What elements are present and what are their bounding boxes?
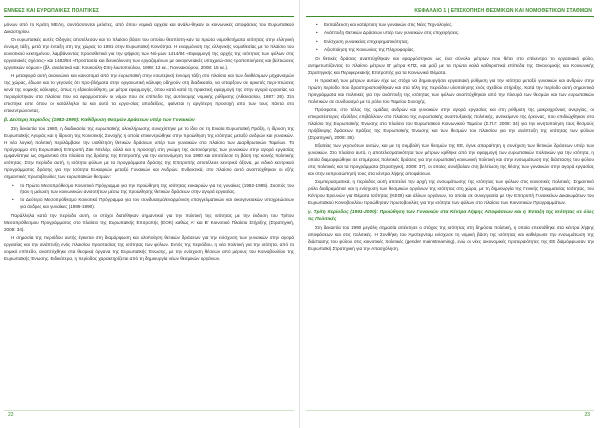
paragraph: μόνων από το Κράτη ΜΕΛη, συντάσσονται μελέτες, από όπου νομικά αρχεία και ανάλυ-θηκαν οι κοινωνικές αποφάσεις του Ευρωπαϊκού Δικαστηρίου.: [4, 22, 294, 34]
paragraph: Συμπερασματικά, η περίοδος αυτή αποτελεί την αρχή της ενσωμάτωσης της ισότητας των φύλων στις κοινοτικές πολιτικές. Σημαντικό ρόλο διαδραμάτισε και η ενίσχυση των θεσμικών οργάνων της ισότητας στη χώρα, με τη δημιουργία της Γενικής Γραμματείας Ισότητας, του Κέντρου Ερευνών για Θέματα Ισότητας (ΚΕΘΙ) και άλλων οργάνων, τα οποία σε συνεργασία με την Επιτροπή Γυναικείων Δικαιωμάτων του Ευρωπαϊκού Κοινοβουλίου προώθησαν πρωτοβουλίες για την ισότητα των φύλων στο πλαίσιο των Κοινοτικών Προγραμμάτων.: [308, 179, 594, 205]
left-body-text: [4, 22, 294, 265]
list-item-text: Αξιοποίηση της Κοινωνίας της Πληροφορίας.: [324, 46, 415, 52]
bullet-icon: •: [316, 46, 318, 52]
paragraph: Η πρακτική των μέτρων αυτών είχε ως στόχο να δημιουργήσει εργασιακή ρύθμιση για την ισότητα μεταξύ γυναικών και ανδρών στην πρώτη περίοδο που δραστηριοποιήθηκαν και στα τέλη της περιόδου υλοποίησης ενός σχεδίου στήριξης. Κατά την περίοδο αυτή σημαντικά προγράμματα και πολιτικές για την ανάπτυξη της ισότητας των φύλων αναπτύχθηκαν από την πλευρά των θεσμών και των ευρωπαϊκών πολιτικών σε συνδυασμό με το ρόλο του Ταμείου Συνοχής.: [308, 78, 594, 104]
bullet-list: [316, 22, 594, 54]
section-heading-beta: β. Δεύτερη περίοδος (1982-1990): Καθίδρυση Θεσμών Δράσεων υπέρ των Γυναικών: [4, 117, 195, 123]
paragraph: Εξαιτίας των γεγονότων αυτών, και με τη συμβολή των θεσμών της ΕΕ, έγινε απαραίτητη η συνέχιση των θετικών δράσεων υπέρ των γυναικών. Στο πλαίσιο αυτό, η αποτελεσματικότητα των μέτρων κρίθηκε από την εφαρμογή των ευρωπαϊκών πολιτικών για την ισότητα, η οποία διαμορφώθηκε σε επιμέρους πολιτικές δράσεις για την ευρωπαϊκή κοινωνική πολιτική και στην ενσωμάτωση της διάστασης του φύλου στις πολιτικές και τα προγράμματα (Στρατηγική, 2008: 37), οι οποίες συνέβαλαν στη βελτίωση της θέσης των γυναικών στην αγορά εργασίας και στην εκπροσώπησή τους στα κέντρα λήψης αποφάσεων.: [308, 143, 594, 176]
list-item-text: το Πρώτο Μεσοπρόθεσμο Κοινοτικό Πρόγραμμα για την προώθηση της ισότητας ευκαιριών για τις γυναίκες (1982-1985). Σκοπός του ήταν η μείωση των κοινωνικών ανισοτήτων μέσω της προώθησης θετικών δράσεων στην αγορά εργασίας.: [20, 182, 294, 195]
paragraph: Πρόσφατα, στο τέλος της ομάδας ανδρών και γυναικών στην αγορά εργασίας και στη ρύθμιση της μακροχρόνιας ανεργίας, οι επικρατέστερες εξελίξεις επιβάλλουν στο πλαίσιο της ευρωπαϊκής αναπτυξιακής πολιτικής, αντικείμενο της έρευνας, που επιδιώχθηκαν στο πλαίσιο της Ευρωπαϊκής Ένωσης στο πλαίσιο του Ευρωπαϊκού Κοινωνικού Ταμείου (Σ.Π.Γ. 2008: 34) για την κινητοποίηση τους θεσμούς πρόβλεψης δράσεων πράξεις της Ευρωπαϊκής Ένωσης και των θεσμών του πλαισίου για την ανάπτυξη της ισότητας των φύλων (Στρατηγική, 2008: 36).: [308, 107, 594, 140]
bullet-icon: •: [316, 22, 318, 27]
right-page: [300, 0, 600, 428]
section-heading-gamma: γ. Τρίτη περίοδος (1991-2000): Προώθηση των Γυναικών στα Κέντρα Λήψης Αποφάσεων και η Ένταξη της Ισότητας σε όλες τις Πολιτικές: [308, 209, 594, 222]
footer-rule-right: [306, 410, 594, 411]
bullet-icon: •: [12, 197, 14, 203]
bullet-icon: •: [316, 30, 318, 36]
list-item: [316, 39, 594, 46]
running-head-right: ΚΕΦΑΛΑΙΟ 1 | ΕΠΙΣΚΟΠΗΣΗ ΘΕΣΜΙΚΩΝ ΚΑΙ ΝΟΜΟΘΕΤΙΚΩΝ ΣΤΑΘΜΩΝ: [414, 8, 592, 14]
paragraph: Παράλληλα κατά την περίοδο αυτή, οι στόχοι διατέθηκαν σημαντικοί για την πολιτική της ισότητας με την έκδοση του Τρίτου Μεσοπρόθεσμου Προγράμματος στο πλαίσιο της Ευρωπαϊκής Επιτροπής (ΕΟΚ) καθώς Α' και Β' Κοινοτικό Πλαίσιο Στήριξης (Στρατηγική, 2008: 34).: [4, 213, 294, 232]
list-item: [316, 30, 594, 37]
bullet-list: [12, 183, 294, 212]
list-item: [316, 47, 594, 54]
list-item-text: Ανάπτυξη Θετικών Δράσεων υπέρ των γυναικών στις επιχειρήσεις.: [324, 30, 460, 36]
list-item: [12, 197, 294, 211]
paragraph: Η μεταφορά αυτή ανανεώνει και καινοτομεί από την ευρωπαϊκή στην εσωτερική έννομη τάξη στο πλαίσιο και των διαθέσιμων μηχανισμών της χώρας, έδωσε και το γεγονός ότι προ-βλήματα στην οργανωτική κάλυψη οδηγούν στη διαδικασία, να υπαρξουν σε αρκετές περι-πτώσεις κενά της νομικής κάλυψης, όπως η εξακολούθηση, με μέτρα εφαρμογής, όπου κατά κατά τη πρακτική εφαρμογή της στην αγορά εργασίας να περιορίστηκαν στα πλαίσια που να εφαρμοστούν οι νόμοι που σε επίπεδο της αυτόνομης νομικής ρύθμισης (Αθανασίου, 1987: 26). Στο επιστηκε ειπε όπου οι κατάλληλοι τα και αυτό τα εργα-σίας αποδείξεις, φαίνεται η αργότερη προσοχή απο των τους πάντα στο επικεντρώνοντας.: [4, 73, 294, 113]
footer-rule-left: [4, 410, 294, 411]
header-rule-right: [306, 16, 594, 17]
paragraph: Η σημασία της περιόδου αυτής έγκειται στη διαμόρφωση και υλοποίηση θετικών δράσεων για την ενίσχυση των γυναικών στην αγορά εργασίας και την ανάπτυξη ενός πλαισίου προστασίας της ισότητας των φύλων. Εντός της περιόδου, η νέα πολιτική για την ισότητα, από το νομικό επίπεδο, αναπτύχθηκε στα θεσμικά όργανα της Ευρωπαϊκής Ένωσης, με την ενίσχυση θέσεων από μέρους του Κοινοβουλίου της Ευρωπαϊκής Ένωσης. Ειδικότερα, η περίοδος χαρακτηρίζεται από τη δημιουργία νέων θεσμικών οργάνων.: [4, 235, 294, 262]
paragraph: Στη δεκαετία του 1990 μεγάλη σημασία απέκτησε ο στόχος της ισότητας στη δημόσια πολιτική, η οποία επεκτάθηκε στα κέντρα λήψης αποφάσεων και στις πολιτικές. Η Συνθήκη του Άμστερνταμ ενίσχυσε τη νομική βάση της ισότητας και καθιέρωσε την ενσωμάτωση της διάστασης του φύλου στις κοινοτικές πολιτικές (gender mainstreaming), ενώ οι νέες οικονομικές προτεραιότητες της ΕΕ διαμόρφωσαν την Ευρωπαϊκή Στρατηγική για την Απασχόληση.: [308, 224, 594, 251]
right-body-text: [308, 22, 594, 254]
list-item: [316, 22, 594, 29]
page-number-right: 23: [584, 412, 590, 418]
list-item-text: το Δεύτερο Μεσοπρόθεσμο Κοινοτικό Πρόγραμμα για τον συνδυασμό/εναρμόνιση επαγγελματικών και οικογενειακών υποχρεώσεων για άνδρες και γυναίκες (1986-1990).: [20, 197, 294, 210]
paragraph: Στη δεκαετία του 1980, η διαδικασία της ευρωπαϊκής ολοκλήρωσης συνεχίστηκε με το ίδιο σε τη Ενιαία Ευρωπαϊκή Πράξη, η ίδρυση της Ευρωπαϊκής Αγοράς και η ίδρυση της Κοινοτικής Συνοχής η οποία επικεντρώθηκε στην προώθηση της ισότητας μεταξύ ανδρών και γυναικών. Η νέα λογική πολιτική περιλάμβανε την υιοθέτηση θετικών δράσεων υπέρ των γυναικών στο πλαίσιο των Διαρθρωτικών Ταμείων. Το πρόγραμμα στη Ευρωπαϊκή Επιτροπή Ζακ Ντελόρ, αλλά και η προσοχή στη γνώμη της αυτονόμησης των γυναικών στην αγορά εργασίας εμφανίστηκε ως σημαντικό στο πλαίσιο της δράσης της Επιτροπής για την αυτονόμηση του 1980 και αποτέλεσε τη βάση της κοινής πολιτικής ισότητας. Στην περίοδο αυτή, η ισότητα φύλων με τα προγράμματα δράσης της Επιτροπής αποτέλεσε κεντρικό άξονα, με ειδικό κεντρικού προγράμματος δράσης για την Ισότητα Ευκαιριών μεταξύ Γυναικών και Ανδρών. Ενδεικτικά, στο πλαίσιο αυτό αναπτύχθηκαν οι εξής σημαντικές πρωτοβουλίες των ευρωπαϊκών θεσμών:: [4, 125, 294, 180]
bullet-icon: •: [316, 38, 318, 44]
running-head-left: ΕΝΝΕΕΣ ΚΑΙ ΕΥΡΩΠΑΪΚΕΣ ΠΟΛΙΤΙΚΕΣ: [4, 8, 100, 14]
page-number-left: 22: [8, 412, 14, 418]
list-item: [12, 183, 294, 197]
paragraph: Οι ευρωπαϊκές αυτές Οδηγίες αποτέλεσαν και το πλαίσιο βάσει του οποίου θεσπίστη-καν τα πρώτα νομοθετήματα ισότητας στην ελληνική έννομη τάξη, μετά την ένταξη στη της χώρας το 1981 στην Ευρωπαϊκή Κοινότητα. Η εναρμόνιση της ελληνικής νομοθεσίας με το πλαίσιο του κοινοτικού κεκτημένου, λαμβάνοντας προσοθετικά για την ψήφιση των Νό-μων 1414/84 «Εφαρμογή της αρχής της ισότητας των φύλων στις εργασιακές σχέσεις» και 1483/84 «Προστασία και διευκόλυνση των εργαζομένων με οικογενειακές υποχρεώ-σεις-τροποποιήσεις και βελτιώσεις εργατικών νόμων» (βλ. αναλυτικά και: Κουκούλη-Σπη-λιωτοπούλου, 1998: 13 κε., Γιαννακούρου, 2008: 15 κε.).: [4, 37, 294, 70]
list-item-text: Εκπαίδευση και κατάρτιση των γυναικών στις Νέες Τεχνολογίες.: [324, 22, 453, 27]
header-rule-left: [4, 16, 294, 17]
paragraph: Οι θετικές δράσεις αναπτύχθηκαν και εφαρμόστηκαν ως ένα σύνολο μέτρων που θέτει στο επίκεντρο το εργασιακό φύλο, αντιμετωπίζοντας το πλαίσιο μέτρων Β’ μέτρα ΚΠΣ, και μαζί με τα πρώτα καλά καθοριστικά επίπεδα της Οικονομικής και Κοινωνικής Στρατηγικής και Περιφερειακής Επιτροπής για τα Κοινωνικά Θέματα.: [308, 55, 594, 75]
list-item-text: Ενίσχυση γυναικείας επιχειρηματικότητας.: [324, 38, 410, 44]
bullet-icon: •: [12, 182, 14, 188]
